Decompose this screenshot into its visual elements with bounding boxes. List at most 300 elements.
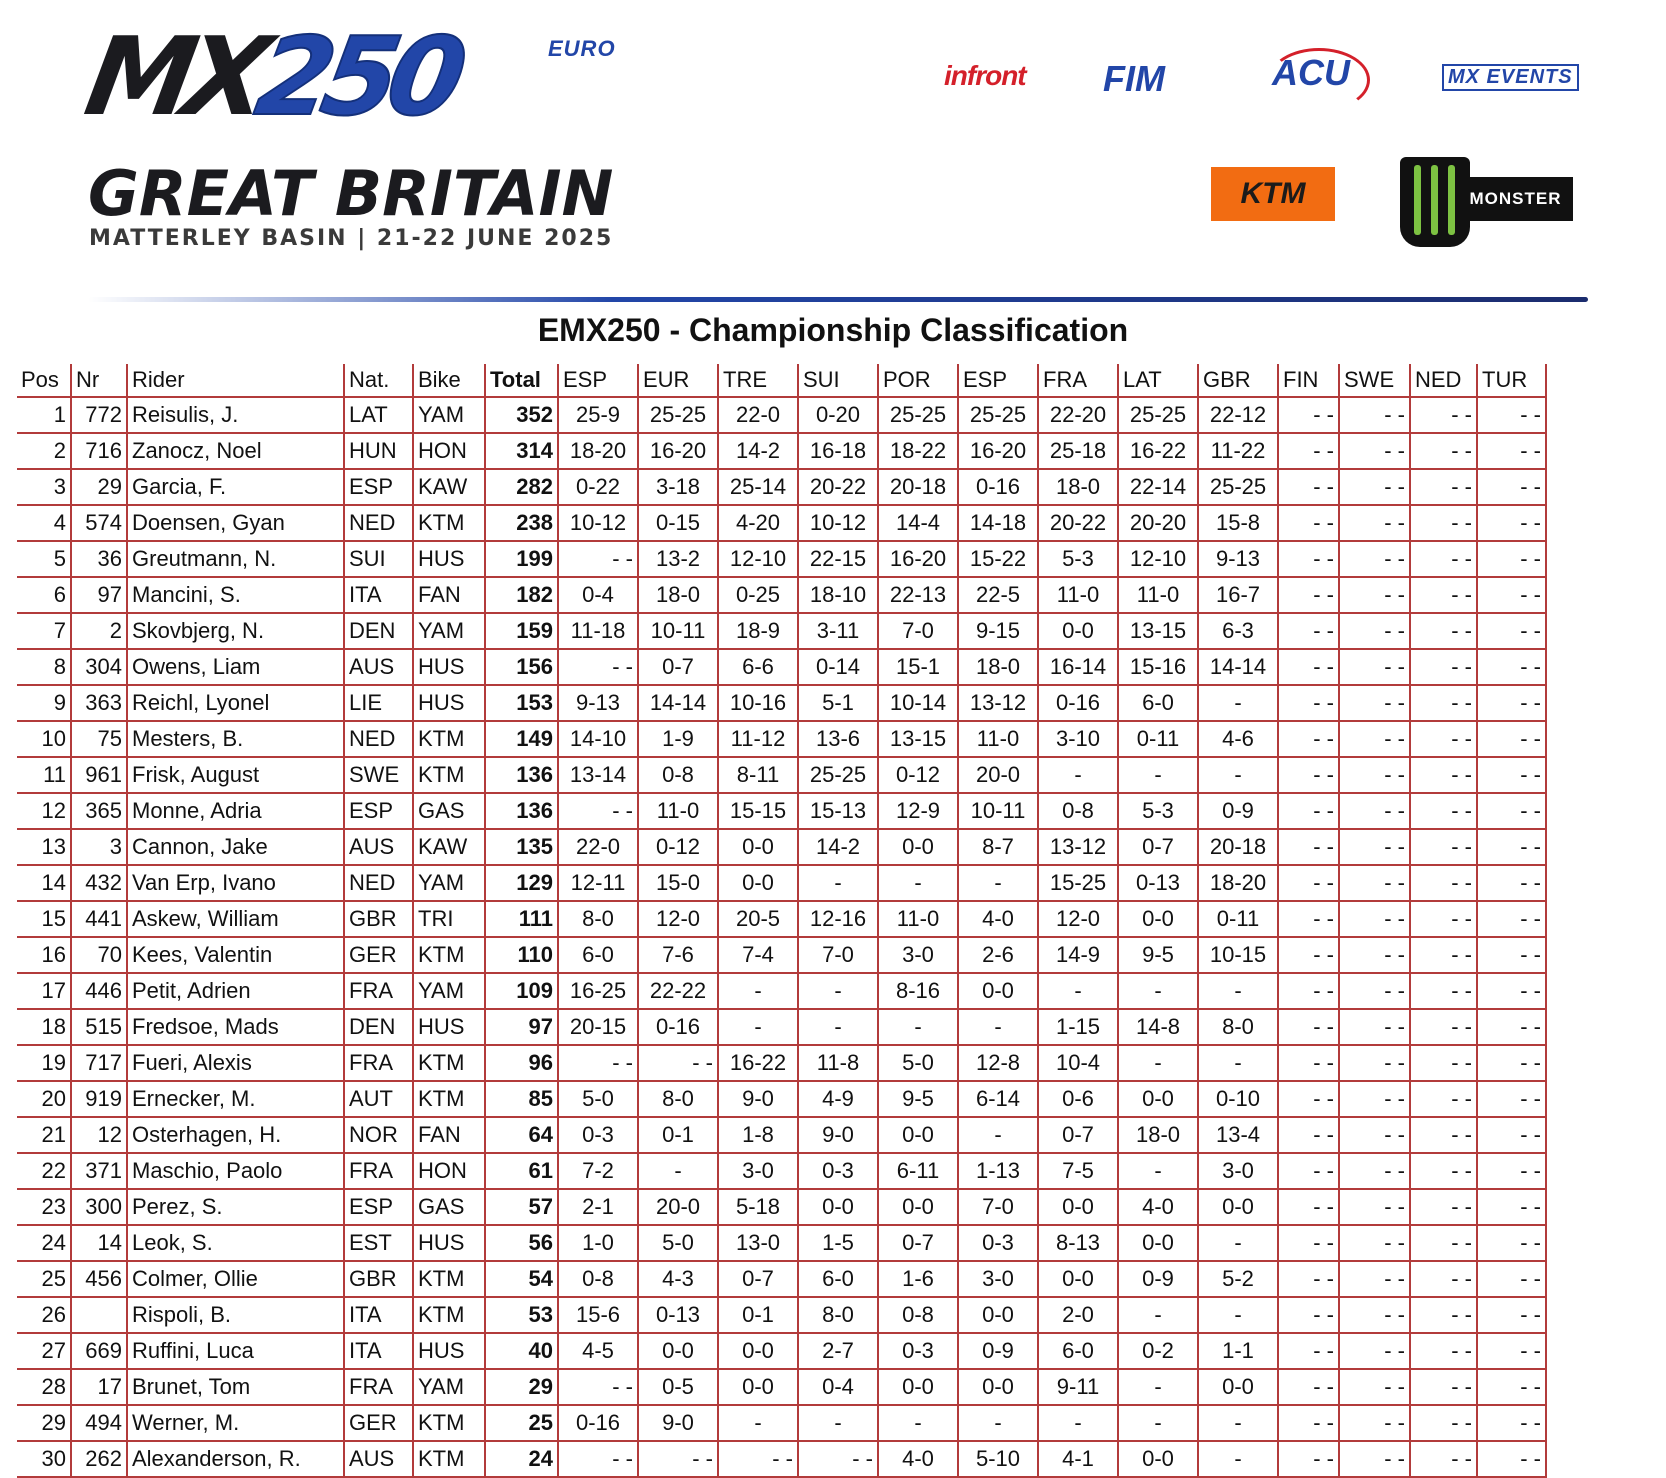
result-cell: 6-0 xyxy=(558,937,638,973)
result-cell: - xyxy=(878,1405,958,1441)
rider-cell: Fredsoe, Mads xyxy=(127,1009,344,1045)
result-cell: - - xyxy=(1278,505,1339,541)
column-header: Nr xyxy=(71,364,127,397)
result-cell: 9-0 xyxy=(798,1117,878,1153)
rider-cell: Reisulis, J. xyxy=(127,397,344,433)
nationality-cell: NED xyxy=(344,865,413,901)
result-cell: 0-9 xyxy=(958,1333,1038,1369)
column-header: TUR xyxy=(1477,364,1546,397)
result-cell: 13-6 xyxy=(798,721,878,757)
total-cell: 109 xyxy=(485,973,558,1009)
result-cell: - - xyxy=(1339,1045,1410,1081)
result-cell: - - xyxy=(1410,1441,1477,1477)
total-cell: 156 xyxy=(485,649,558,685)
result-cell: - - xyxy=(1410,1225,1477,1261)
result-cell: - xyxy=(1038,757,1118,793)
result-cell: 0-0 xyxy=(878,829,958,865)
column-header: POR xyxy=(878,364,958,397)
result-cell: 12-10 xyxy=(718,541,798,577)
result-cell: 0-0 xyxy=(958,1297,1038,1333)
result-cell: 14-18 xyxy=(958,505,1038,541)
result-cell: - - xyxy=(1278,937,1339,973)
result-cell: 8-13 xyxy=(1038,1225,1118,1261)
result-cell: - xyxy=(1118,757,1198,793)
result-cell: - - xyxy=(1477,1261,1546,1297)
result-cell: 8-11 xyxy=(718,757,798,793)
column-header: FIN xyxy=(1278,364,1339,397)
result-cell: - xyxy=(1198,757,1278,793)
result-cell: 0-0 xyxy=(1118,1081,1198,1117)
position-cell: 20 xyxy=(17,1081,71,1117)
result-cell: 0-4 xyxy=(558,577,638,613)
nationality-cell: NED xyxy=(344,505,413,541)
result-cell: 0-0 xyxy=(878,1369,958,1405)
table-row xyxy=(17,865,1546,901)
position-cell: 5 xyxy=(17,541,71,577)
result-cell: - - xyxy=(1410,829,1477,865)
position-cell: 23 xyxy=(17,1189,71,1225)
rider-cell: Garcia, F. xyxy=(127,469,344,505)
ktm-logo: KTM xyxy=(1211,167,1335,221)
rider-cell: Osterhagen, H. xyxy=(127,1117,344,1153)
number-cell: 919 xyxy=(71,1081,127,1117)
result-cell: 0-3 xyxy=(798,1153,878,1189)
result-cell: 9-5 xyxy=(878,1081,958,1117)
result-cell: - - xyxy=(1278,1297,1339,1333)
bike-cell: KAW xyxy=(413,829,485,865)
result-cell: 5-0 xyxy=(638,1225,718,1261)
result-cell: 0-0 xyxy=(1118,901,1198,937)
rider-cell: Cannon, Jake xyxy=(127,829,344,865)
result-cell: - - xyxy=(1278,865,1339,901)
number-cell: 17 xyxy=(71,1369,127,1405)
result-cell: - - xyxy=(1278,469,1339,505)
table-row xyxy=(17,1009,1546,1045)
result-cell: - xyxy=(1198,973,1278,1009)
result-cell: 14-9 xyxy=(1038,937,1118,973)
result-cell: - xyxy=(958,1405,1038,1441)
result-cell: 0-9 xyxy=(1118,1261,1198,1297)
result-cell: 22-0 xyxy=(718,397,798,433)
total-cell: 54 xyxy=(485,1261,558,1297)
result-cell: - - xyxy=(1339,685,1410,721)
table-row xyxy=(17,1369,1546,1405)
nationality-cell: ITA xyxy=(344,577,413,613)
result-cell: 0-11 xyxy=(1118,721,1198,757)
result-cell: 18-0 xyxy=(1118,1117,1198,1153)
position-cell: 24 xyxy=(17,1225,71,1261)
bike-cell: HON xyxy=(413,1153,485,1189)
result-cell: 0-0 xyxy=(958,1369,1038,1405)
result-cell: 6-3 xyxy=(1198,613,1278,649)
result-cell: - - xyxy=(1410,469,1477,505)
result-cell: - xyxy=(878,1009,958,1045)
result-cell: 6-0 xyxy=(1038,1333,1118,1369)
table-row xyxy=(17,397,1546,433)
result-cell: 0-7 xyxy=(638,649,718,685)
result-cell: 0-12 xyxy=(878,757,958,793)
result-cell: - - xyxy=(1339,1333,1410,1369)
result-cell: 10-11 xyxy=(638,613,718,649)
nationality-cell: NED xyxy=(344,721,413,757)
result-cell: 9-13 xyxy=(558,685,638,721)
result-cell: - - xyxy=(1339,397,1410,433)
column-header: EUR xyxy=(638,364,718,397)
column-header: Bike xyxy=(413,364,485,397)
result-cell: - - xyxy=(1278,1369,1339,1405)
nationality-cell: AUS xyxy=(344,1441,413,1477)
bike-cell: HUS xyxy=(413,649,485,685)
bike-cell: FAN xyxy=(413,1117,485,1153)
header-divider xyxy=(88,297,1588,302)
result-cell: - - xyxy=(558,793,638,829)
result-cell: 25-14 xyxy=(718,469,798,505)
bike-cell: HUS xyxy=(413,685,485,721)
table-row xyxy=(17,1261,1546,1297)
table-row xyxy=(17,469,1546,505)
total-cell: 53 xyxy=(485,1297,558,1333)
result-cell: 5-3 xyxy=(1118,793,1198,829)
result-cell: 18-9 xyxy=(718,613,798,649)
bike-cell: YAM xyxy=(413,973,485,1009)
table-row xyxy=(17,1405,1546,1441)
result-cell: - - xyxy=(1477,1225,1546,1261)
result-cell: - - xyxy=(1278,829,1339,865)
rider-cell: Kees, Valentin xyxy=(127,937,344,973)
result-cell: 5-3 xyxy=(1038,541,1118,577)
bike-cell: KTM xyxy=(413,1081,485,1117)
rider-cell: Skovbjerg, N. xyxy=(127,613,344,649)
result-cell: - xyxy=(718,973,798,1009)
rider-cell: Ernecker, M. xyxy=(127,1081,344,1117)
result-cell: - - xyxy=(1477,1297,1546,1333)
rider-cell: Brunet, Tom xyxy=(127,1369,344,1405)
column-header: GBR xyxy=(1198,364,1278,397)
total-cell: 182 xyxy=(485,577,558,613)
result-cell: - xyxy=(1198,1045,1278,1081)
total-cell: 61 xyxy=(485,1153,558,1189)
result-cell: 13-15 xyxy=(1118,613,1198,649)
result-cell: 0-14 xyxy=(798,649,878,685)
result-cell: 20-20 xyxy=(1118,505,1198,541)
result-cell: - - xyxy=(1339,541,1410,577)
column-header: TRE xyxy=(718,364,798,397)
result-cell: - - xyxy=(1477,469,1546,505)
result-cell: - - xyxy=(1477,1369,1546,1405)
number-cell: 494 xyxy=(71,1405,127,1441)
result-cell: 0-13 xyxy=(638,1297,718,1333)
result-cell: 1-15 xyxy=(1038,1009,1118,1045)
nationality-cell: GBR xyxy=(344,901,413,937)
result-cell: - - xyxy=(1339,901,1410,937)
result-cell: - - xyxy=(1410,973,1477,1009)
position-cell: 2 xyxy=(17,433,71,469)
result-cell: 18-20 xyxy=(1198,865,1278,901)
table-row xyxy=(17,901,1546,937)
result-cell: - xyxy=(638,1153,718,1189)
result-cell: 1-9 xyxy=(638,721,718,757)
result-cell: - - xyxy=(1477,397,1546,433)
result-cell: 10-4 xyxy=(1038,1045,1118,1081)
nationality-cell: DEN xyxy=(344,613,413,649)
result-cell: - - xyxy=(1410,1189,1477,1225)
logo-euro: EURO xyxy=(548,36,616,61)
total-cell: 135 xyxy=(485,829,558,865)
result-cell: 25-25 xyxy=(958,397,1038,433)
result-cell: 0-2 xyxy=(1118,1333,1198,1369)
total-cell: 199 xyxy=(485,541,558,577)
result-cell: 15-25 xyxy=(1038,865,1118,901)
result-cell: 0-0 xyxy=(718,865,798,901)
result-cell: - xyxy=(1038,973,1118,1009)
result-cell: 20-22 xyxy=(1038,505,1118,541)
number-cell: 14 xyxy=(71,1225,127,1261)
rider-cell: Mesters, B. xyxy=(127,721,344,757)
result-cell: - xyxy=(798,865,878,901)
position-cell: 16 xyxy=(17,937,71,973)
result-cell: - xyxy=(1118,1405,1198,1441)
rider-cell: Perez, S. xyxy=(127,1189,344,1225)
bike-cell: KTM xyxy=(413,1297,485,1333)
total-cell: 40 xyxy=(485,1333,558,1369)
result-cell: 9-0 xyxy=(718,1081,798,1117)
table-row xyxy=(17,757,1546,793)
table-row xyxy=(17,1081,1546,1117)
result-cell: - - xyxy=(558,649,638,685)
result-cell: - - xyxy=(1339,937,1410,973)
result-cell: 20-18 xyxy=(878,469,958,505)
result-cell: - - xyxy=(1410,901,1477,937)
column-header: FRA xyxy=(1038,364,1118,397)
result-cell: - - xyxy=(1278,1081,1339,1117)
table-row xyxy=(17,1117,1546,1153)
result-cell: - - xyxy=(1477,937,1546,973)
result-cell: - - xyxy=(1410,1117,1477,1153)
result-cell: 3-0 xyxy=(718,1153,798,1189)
result-cell: - - xyxy=(1278,577,1339,613)
result-cell: - - xyxy=(1339,505,1410,541)
result-cell: 10-11 xyxy=(958,793,1038,829)
result-cell: 12-16 xyxy=(798,901,878,937)
result-cell: - - xyxy=(1410,937,1477,973)
result-cell: 15-6 xyxy=(558,1297,638,1333)
result-cell: 0-25 xyxy=(718,577,798,613)
column-header: ESP xyxy=(958,364,1038,397)
number-cell: 669 xyxy=(71,1333,127,1369)
monster-energy-logo: MONSTER xyxy=(1400,157,1575,247)
result-cell: - - xyxy=(1410,1261,1477,1297)
result-cell: 22-14 xyxy=(1118,469,1198,505)
result-cell: 12-8 xyxy=(958,1045,1038,1081)
result-cell: 22-15 xyxy=(798,541,878,577)
result-cell: - xyxy=(718,1405,798,1441)
position-cell: 9 xyxy=(17,685,71,721)
nationality-cell: LIE xyxy=(344,685,413,721)
column-header: SWE xyxy=(1339,364,1410,397)
nationality-cell: ITA xyxy=(344,1333,413,1369)
result-cell: - - xyxy=(1410,397,1477,433)
number-cell: 772 xyxy=(71,397,127,433)
total-cell: 153 xyxy=(485,685,558,721)
position-cell: 28 xyxy=(17,1369,71,1405)
infront-logo: infront xyxy=(944,60,1026,91)
result-cell: 18-22 xyxy=(878,433,958,469)
total-cell: 136 xyxy=(485,793,558,829)
bike-cell: HUS xyxy=(413,541,485,577)
result-cell: - xyxy=(1118,1297,1198,1333)
rider-cell: Frisk, August xyxy=(127,757,344,793)
result-cell: 10-15 xyxy=(1198,937,1278,973)
nationality-cell: DEN xyxy=(344,1009,413,1045)
result-cell: - - xyxy=(1410,865,1477,901)
result-cell: - - xyxy=(1477,1009,1546,1045)
result-cell: 16-7 xyxy=(1198,577,1278,613)
total-cell: 29 xyxy=(485,1369,558,1405)
result-cell: 9-15 xyxy=(958,613,1038,649)
result-cell: 12-9 xyxy=(878,793,958,829)
result-cell: 11-0 xyxy=(878,901,958,937)
result-cell: - - xyxy=(1278,1189,1339,1225)
result-cell: - - xyxy=(1410,1405,1477,1441)
bike-cell: KTM xyxy=(413,1441,485,1477)
result-cell: - xyxy=(1118,1045,1198,1081)
rider-cell: Leok, S. xyxy=(127,1225,344,1261)
result-cell: - - xyxy=(1339,1369,1410,1405)
bike-cell: HON xyxy=(413,433,485,469)
result-cell: - - xyxy=(1410,793,1477,829)
result-cell: - - xyxy=(1339,1261,1410,1297)
table-row xyxy=(17,793,1546,829)
position-cell: 3 xyxy=(17,469,71,505)
number-cell: 432 xyxy=(71,865,127,901)
result-cell: 13-0 xyxy=(718,1225,798,1261)
rider-cell: Askew, William xyxy=(127,901,344,937)
result-cell: 13-12 xyxy=(958,685,1038,721)
result-cell: - - xyxy=(1278,1045,1339,1081)
result-cell: 11-0 xyxy=(1118,577,1198,613)
bike-cell: HUS xyxy=(413,1225,485,1261)
bike-cell: KTM xyxy=(413,937,485,973)
position-cell: 8 xyxy=(17,649,71,685)
column-header: ESP xyxy=(558,364,638,397)
result-cell: - - xyxy=(1278,1225,1339,1261)
result-cell: 7-0 xyxy=(798,937,878,973)
result-cell: - - xyxy=(1410,1153,1477,1189)
rider-cell: Reichl, Lyonel xyxy=(127,685,344,721)
result-cell: 0-4 xyxy=(798,1369,878,1405)
result-cell: 0-8 xyxy=(638,757,718,793)
number-cell: 441 xyxy=(71,901,127,937)
position-cell: 17 xyxy=(17,973,71,1009)
result-cell: 4-5 xyxy=(558,1333,638,1369)
result-cell: - - xyxy=(1477,541,1546,577)
result-cell: 25-25 xyxy=(798,757,878,793)
total-cell: 136 xyxy=(485,757,558,793)
result-cell: - xyxy=(1118,1153,1198,1189)
result-cell: 1-5 xyxy=(798,1225,878,1261)
number-cell: 300 xyxy=(71,1189,127,1225)
result-cell: - xyxy=(1198,1441,1278,1477)
result-cell: - - xyxy=(1339,757,1410,793)
result-cell: 11-0 xyxy=(638,793,718,829)
nationality-cell: GER xyxy=(344,1405,413,1441)
result-cell: 1-13 xyxy=(958,1153,1038,1189)
bike-cell: KAW xyxy=(413,469,485,505)
result-cell: - - xyxy=(558,541,638,577)
result-cell: 0-7 xyxy=(1118,829,1198,865)
result-cell: 4-9 xyxy=(798,1081,878,1117)
result-cell: - - xyxy=(1278,1153,1339,1189)
result-cell: 0-13 xyxy=(1118,865,1198,901)
result-cell: - xyxy=(1038,1405,1118,1441)
position-cell: 6 xyxy=(17,577,71,613)
result-cell: 20-0 xyxy=(958,757,1038,793)
result-cell: - - xyxy=(1278,433,1339,469)
result-cell: - - xyxy=(1339,469,1410,505)
column-header: NED xyxy=(1410,364,1477,397)
rider-cell: Rispoli, B. xyxy=(127,1297,344,1333)
rider-cell: Van Erp, Ivano xyxy=(127,865,344,901)
bike-cell: GAS xyxy=(413,793,485,829)
result-cell: 14-2 xyxy=(718,433,798,469)
column-header: LAT xyxy=(1118,364,1198,397)
total-cell: 64 xyxy=(485,1117,558,1153)
result-cell: 16-20 xyxy=(958,433,1038,469)
result-cell: 9-11 xyxy=(1038,1369,1118,1405)
result-cell: 3-0 xyxy=(1198,1153,1278,1189)
result-cell: 18-0 xyxy=(958,649,1038,685)
result-cell: - - xyxy=(1278,397,1339,433)
result-cell: 0-0 xyxy=(878,1117,958,1153)
result-cell: - - xyxy=(1339,1297,1410,1333)
number-cell: 3 xyxy=(71,829,127,865)
result-cell: - - xyxy=(1477,577,1546,613)
result-cell: 14-2 xyxy=(798,829,878,865)
result-cell: - - xyxy=(1278,613,1339,649)
result-cell: - - xyxy=(1339,865,1410,901)
result-cell: 18-10 xyxy=(798,577,878,613)
result-cell: 0-0 xyxy=(798,1189,878,1225)
result-cell: 0-9 xyxy=(1198,793,1278,829)
number-cell: 12 xyxy=(71,1117,127,1153)
result-cell: 0-3 xyxy=(558,1117,638,1153)
nationality-cell: FRA xyxy=(344,973,413,1009)
result-cell: 7-4 xyxy=(718,937,798,973)
position-cell: 22 xyxy=(17,1153,71,1189)
result-cell: 16-22 xyxy=(718,1045,798,1081)
rider-cell: Doensen, Gyan xyxy=(127,505,344,541)
result-cell: - - xyxy=(1339,1153,1410,1189)
result-cell: 0-0 xyxy=(878,1189,958,1225)
table-header-row xyxy=(17,364,1546,397)
event-title: GREAT BRITAIN xyxy=(88,157,614,230)
result-cell: - - xyxy=(1477,757,1546,793)
result-cell: 20-0 xyxy=(638,1189,718,1225)
total-cell: 24 xyxy=(485,1441,558,1477)
table-row xyxy=(17,1153,1546,1189)
number-cell: 456 xyxy=(71,1261,127,1297)
result-cell: 0-0 xyxy=(1038,1261,1118,1297)
result-cell: 0-3 xyxy=(958,1225,1038,1261)
result-cell: 2-7 xyxy=(798,1333,878,1369)
number-cell: 29 xyxy=(71,469,127,505)
result-cell: 0-10 xyxy=(1198,1081,1278,1117)
result-cell: 0-0 xyxy=(1198,1189,1278,1225)
result-cell: 0-8 xyxy=(558,1261,638,1297)
result-cell: 8-0 xyxy=(558,901,638,937)
result-cell: 11-0 xyxy=(958,721,1038,757)
result-cell: 11-0 xyxy=(1038,577,1118,613)
